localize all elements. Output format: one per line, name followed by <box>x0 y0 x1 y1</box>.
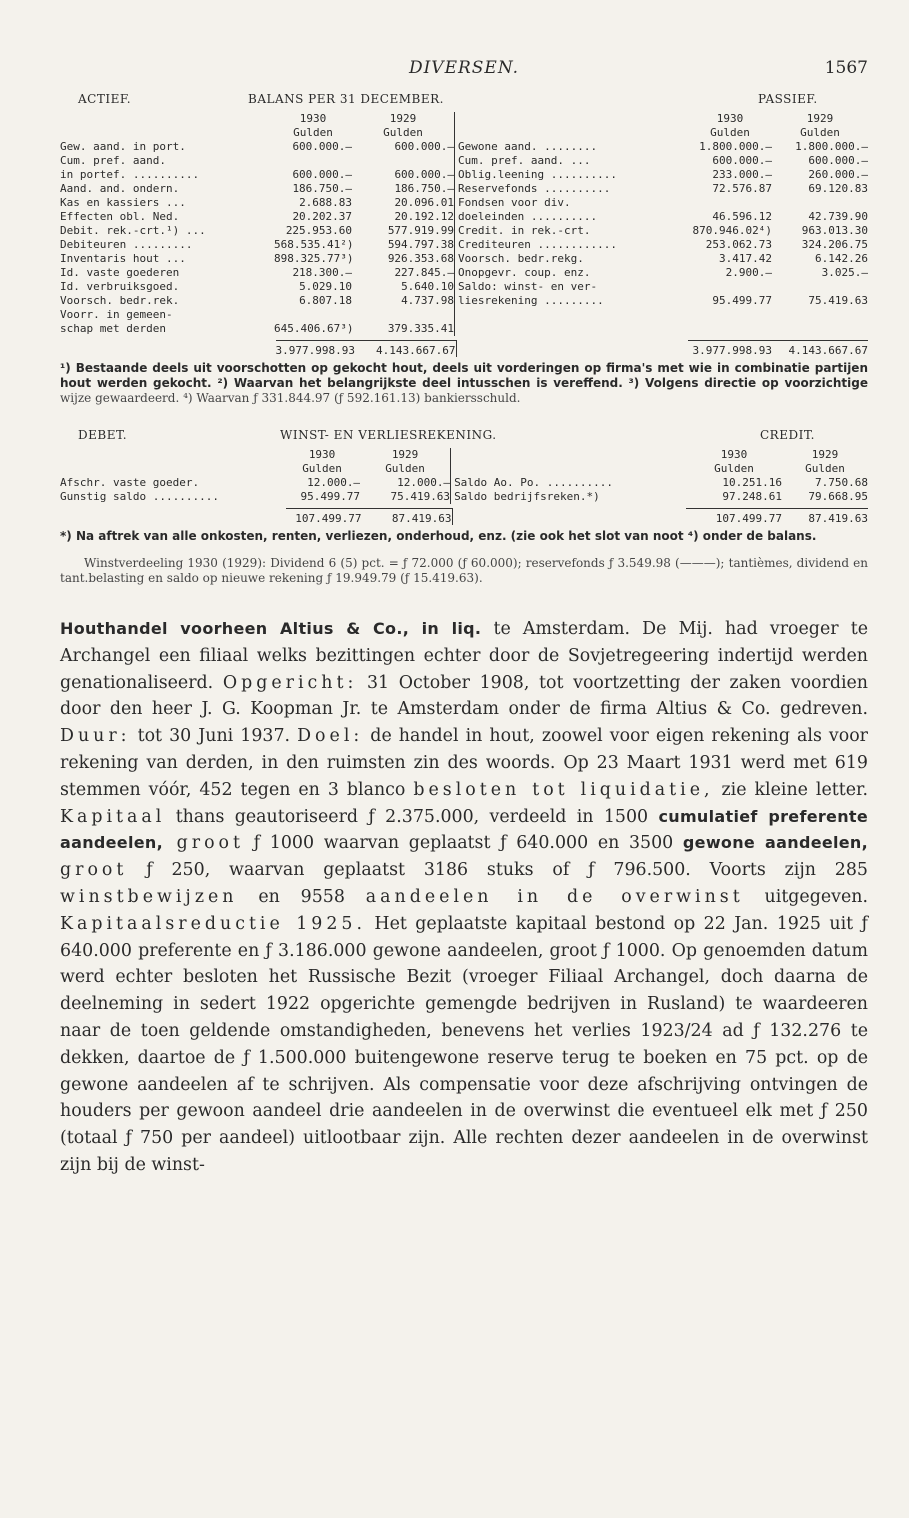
row-value: 10.251.16 <box>722 476 782 489</box>
row-value: 20.202.37 <box>292 210 353 223</box>
page-title: DIVERSEN. <box>408 58 520 78</box>
table-row <box>458 196 868 210</box>
row-value: 600.000.— <box>292 140 353 153</box>
row-label: Saldo Ao. Po. .......... <box>454 476 614 489</box>
row-value: 7.750.68 <box>815 476 868 489</box>
table-row <box>60 168 454 182</box>
row-value: 6.142.26 <box>815 252 868 265</box>
row-value: 600.000.— <box>292 168 353 181</box>
unit-header: Gulden <box>714 462 754 475</box>
row-value <box>772 280 868 294</box>
row-label: Onopgevr. coup. enz. <box>458 266 591 279</box>
row-value: 69.120.83 <box>808 182 868 195</box>
table-row <box>458 154 868 168</box>
article-text: ƒ 1000 waarvan geplaatst ƒ 640.000 en 3500 <box>244 833 683 854</box>
unit-header: Gulden <box>710 126 750 139</box>
row-label: Inventaris hout ... <box>60 252 186 265</box>
label-opgericht: Opgericht: <box>222 672 358 693</box>
article-text: ƒ 250, waarvan geplaatst 3186 stuks of ƒ 796.500. Voorts zijn 285 <box>127 860 868 881</box>
year-header: 1929 <box>391 448 419 461</box>
row-value: 2.900.— <box>725 266 772 279</box>
row-value: 75.419.63 <box>808 294 868 307</box>
credit-rows <box>454 476 868 504</box>
row-value: 260.000.— <box>808 168 868 181</box>
row-value <box>688 196 772 210</box>
row-label: Debit. rek.-crt.¹) ... <box>60 224 206 237</box>
actief-rows <box>60 140 454 336</box>
row-value: 186.750.— <box>394 182 455 195</box>
row-value: 12.000.— <box>397 476 451 489</box>
label-aandeelen-overwinst: aandeelen in de overwinst <box>365 886 744 907</box>
row-value: 600.000.— <box>712 154 772 167</box>
table-row <box>60 476 450 490</box>
table-row <box>60 280 454 294</box>
article-text: tot 30 Juni 1937. <box>130 726 298 747</box>
row-label: Reservefonds .......... <box>458 182 611 195</box>
label-kapitaalsreductie: Kapitaalsreductie 1925. <box>60 913 366 934</box>
row-label: Crediteuren ............ <box>458 238 617 251</box>
total-debet-1929: 87.419.63 <box>362 508 452 525</box>
row-value: 870.946.02⁴) <box>692 224 772 237</box>
article-text: 31 October 1908, tot voortzetting der zaken voordien door den heer J. G. Koopman Jr. te Amsterdam onder de firma Altius & Co. gedreven. <box>60 672 869 720</box>
row-label: Id. vaste goederen <box>60 266 180 279</box>
balance-heading <box>60 92 868 112</box>
row-label: doeleinden .......... <box>458 210 598 223</box>
row-value: 253.062.73 <box>705 238 772 251</box>
table-row <box>60 490 450 504</box>
table-row <box>60 224 454 238</box>
table-row <box>458 252 868 266</box>
row-value: 600.000.— <box>808 154 868 167</box>
profit-loss-totals <box>60 508 868 525</box>
year-header: 1930 <box>308 448 336 461</box>
row-value: 72.576.87 <box>712 182 772 195</box>
total-debet-1930: 107.499.77 <box>286 508 362 525</box>
table-row <box>60 140 454 154</box>
row-label: Afschr. vaste goeder. <box>60 476 200 489</box>
profit-loss-table <box>60 448 868 504</box>
page <box>60 58 868 1196</box>
row-value <box>688 280 772 294</box>
row-value: 6.807.18 <box>299 294 353 307</box>
row-value: 225.953.60 <box>285 224 353 237</box>
table-row <box>60 238 454 252</box>
row-label: Kas en kassiers ... <box>60 196 186 209</box>
label-duur: Duur: <box>60 726 131 747</box>
row-value: 79.668.95 <box>808 490 868 503</box>
unit-header: Gulden <box>800 126 840 139</box>
company-article <box>60 616 868 1179</box>
footnote-plain: wijze gewaardeerd. ⁴) Waarvan ƒ 331.844.97 (ƒ 592.161.13) bankiersschuld. <box>60 391 521 405</box>
profit-loss-footnote: *) Na aftrek van alle onkosten, renten, verliezen, onderhoud, enz. (zie ook het slot van noot ⁴) onder de balans. <box>60 529 817 543</box>
row-label: Saldo bedrijfsreken.*) <box>454 490 600 503</box>
row-label: Oblig.leening .......... <box>458 168 617 181</box>
gewone-aandeelen: gewone aandeelen, <box>682 833 868 853</box>
label-winstbewijzen: winstbewijzen <box>60 886 238 907</box>
balance-title: BALANS PER 31 DECEMBER. <box>248 92 444 106</box>
row-value: 645.406.67³) <box>274 322 354 335</box>
article-text: thans geautoriseerd ƒ 2.375.000, verdeeld in 1500 <box>165 806 659 827</box>
label-besloten: besloten tot liquidatie, <box>413 779 714 800</box>
table-row <box>458 238 868 252</box>
row-value: 3.417.42 <box>719 252 772 265</box>
footnote-bold: ¹) Bestaande deels uit voorschotten op gekocht hout, deels uit vorderingen op firma's met wie in combinatie partijen hout werden gekocht. ²) Waarvan het belangrijkste deel intusschen is vereffend. ³) Volgens directie op voorzichtige <box>60 361 868 390</box>
table-row <box>458 210 868 224</box>
balance-actief-column <box>60 112 455 336</box>
row-value: 3.025.— <box>821 266 868 279</box>
company-name: Houthandel voorheen Altius & Co., in liq. <box>60 619 482 638</box>
row-value: 594.797.38 <box>387 238 455 251</box>
table-row <box>60 294 454 308</box>
row-value: 600.000.— <box>394 140 455 153</box>
table-row <box>458 224 868 238</box>
row-label: Voorr. in gemeen- <box>60 308 173 321</box>
row-value: 42.739.90 <box>808 210 868 223</box>
row-value: 379.335.41 <box>387 322 455 335</box>
article-text: en 9558 <box>237 886 366 907</box>
row-value: 46.596.12 <box>712 210 772 223</box>
row-label: Gewone aand. ........ <box>458 140 598 153</box>
running-head <box>60 58 868 92</box>
row-value: 12.000.— <box>307 476 361 489</box>
row-label: Gew. aand. in port. <box>60 140 186 153</box>
passief-label: PASSIEF. <box>758 92 818 106</box>
row-value: 95.499.77 <box>712 294 772 307</box>
row-value: 577.919.99 <box>387 224 455 237</box>
row-value <box>352 308 454 322</box>
table-row <box>60 196 454 210</box>
debet-column <box>60 448 451 504</box>
table-row <box>458 266 868 280</box>
row-value: 97.248.61 <box>722 490 782 503</box>
row-value: 5.029.10 <box>299 280 353 293</box>
table-row <box>60 154 454 168</box>
row-label: Cum. pref. aand. <box>60 154 166 167</box>
article-text: Het geplaatste kapitaal bestond op 22 Jan. 1925 uit ƒ 640.000 preferente en ƒ 3.186.000 gewone aandeelen, groot ƒ 1000. Op genoemden datum werd echter besloten het Russische Bezit (vroeger Filiaal Archangel, doch daarna de deelneming in sedert 1922 opgerichte gemengde bedrijven in Rusland) te waardeeren naar de toen geldende omstandigheden, benevens het verlies 1923/24 ad ƒ 132.276 te dekken, daartoe de ƒ 1.500.000 buitengewone reserve terug te boeken en 75 pct. op de gewone aandeelen af te schrijven. Als compensatie voor deze afschrijving ontvingen de houders per gewoon aandeel drie aandeelen in de overwinst die eventueel elk met ƒ 250 (totaal ƒ 750 per aandeel) uitlootbaar zijn. Alle rechten dezer aandeelen in de overwinst zijn bij de winst- <box>60 913 868 1175</box>
row-value: 600.000.— <box>394 168 455 181</box>
table-row <box>454 490 868 504</box>
row-value <box>274 308 352 322</box>
row-label: Id. verbruiksgoed. <box>60 280 180 293</box>
profit-distribution: Winstverdeeling 1930 (1929): Dividend 6 (5) pct. = ƒ 72.000 (ƒ 60.000); reservefonds ƒ 3.549.98 (———); tantièmes, dividend en tant.belasting en saldo op nieuwe rekening ƒ 19.949.79 (ƒ 15.419.63). <box>60 556 868 585</box>
row-label: Aand. and. ondern. <box>60 182 180 195</box>
balance-footnotes <box>60 361 868 406</box>
row-value: 4.737.98 <box>401 294 455 307</box>
row-label: in portef. .......... <box>60 168 200 181</box>
article-text: zie kleine letter. <box>713 779 868 800</box>
row-value: 2.688.83 <box>299 196 353 209</box>
article-text: de handel in hout, zoowel voor eigen rekening als voor rekening van derden, in den ruimsten zin des woords. Op 23 Maart 1931 werd met 619 stemmen vóór, 452 tegen en 3 blanco <box>60 726 868 800</box>
row-value: 218.300.— <box>292 266 353 279</box>
year-header: 1930 <box>720 448 748 461</box>
row-value: 227.845.— <box>394 266 455 279</box>
credit-label: CREDIT. <box>760 428 815 442</box>
row-value: 233.000.— <box>712 168 772 181</box>
total-passief-1929: 4.143.667.67 <box>772 340 868 357</box>
table-row <box>454 476 868 490</box>
row-value <box>274 154 352 168</box>
table-row <box>60 266 454 280</box>
label-kapitaal: Kapitaal <box>60 806 166 827</box>
year-header: 1929 <box>389 112 417 125</box>
table-row <box>60 182 454 196</box>
year-header: 1930 <box>299 112 327 125</box>
row-label: liesrekening ......... <box>458 294 604 307</box>
credit-column <box>451 448 868 504</box>
debet-rows <box>60 476 450 504</box>
row-value <box>772 196 868 210</box>
row-value: 963.013.30 <box>801 224 868 237</box>
row-value: 186.750.— <box>292 182 353 195</box>
article-text: te Amsterdam. De Mij. had vroeger te Archangel een filiaal welks bezittingen echter door de Sovjetregeering indertijd werden genationaliseerd. <box>60 619 868 693</box>
actief-label: ACTIEF. <box>78 92 132 106</box>
row-value: 568.535.41²) <box>274 238 354 251</box>
table-row <box>60 210 454 224</box>
balance-passief-column <box>455 112 868 336</box>
table-row <box>60 308 454 322</box>
row-value: 898.325.77³) <box>274 252 354 265</box>
cumulatief-preferente: cumulatief preferente aandeelen, <box>60 806 868 853</box>
table-row <box>458 140 868 154</box>
row-value: 324.206.75 <box>801 238 868 251</box>
table-row <box>458 182 868 196</box>
row-value: 95.499.77 <box>300 490 361 503</box>
table-row <box>458 294 868 308</box>
row-label: Voorsch. bedr.rek. <box>60 294 180 307</box>
table-row <box>60 322 454 336</box>
total-passief-1930: 3.977.998.93 <box>688 340 772 357</box>
total-credit-1929: 87.419.63 <box>782 508 868 525</box>
profit-loss-section <box>60 428 868 586</box>
table-row <box>60 252 454 266</box>
year-header: 1930 <box>716 112 744 125</box>
profit-loss-title: WINST- EN VERLIESREKENING. <box>280 428 497 442</box>
row-value <box>352 154 454 168</box>
row-value: 20.096.01 <box>394 196 455 209</box>
row-label: Saldo: winst- en ver- <box>458 280 598 293</box>
row-label: schap met derden <box>60 322 166 335</box>
year-header: 1929 <box>811 448 839 461</box>
row-label: Cum. pref. aand. ... <box>458 154 591 167</box>
total-credit-1930: 107.499.77 <box>686 508 782 525</box>
debet-label: DEBET. <box>78 428 128 442</box>
row-value: 926.353.68 <box>387 252 455 265</box>
row-value: 1.800.000.— <box>795 140 868 153</box>
row-value: 5.640.10 <box>401 280 455 293</box>
row-value: 75.419.63 <box>390 490 451 503</box>
row-label: Effecten obl. Ned. <box>60 210 180 223</box>
label-groot: groot <box>162 833 244 854</box>
page-number: 1567 <box>824 58 868 78</box>
balance-table <box>60 112 868 336</box>
profit-loss-heading <box>60 428 868 448</box>
passief-rows <box>458 140 868 308</box>
row-label: Fondsen voor div. <box>458 196 571 209</box>
article-text: uitgegeven. <box>743 886 868 907</box>
unit-header: Gulden <box>383 126 423 139</box>
total-actief-1930: 3.977.998.93 <box>276 340 354 357</box>
total-actief-1929: 4.143.667.67 <box>354 340 456 357</box>
unit-header: Gulden <box>302 462 342 475</box>
unit-header: Gulden <box>805 462 845 475</box>
table-row <box>458 168 868 182</box>
row-label: Gunstig saldo .......... <box>60 490 219 503</box>
row-label: Debiteuren ......... <box>60 238 193 251</box>
table-row <box>458 280 868 294</box>
row-label: Credit. in rek.-crt. <box>458 224 591 237</box>
balance-totals <box>60 340 868 357</box>
row-value: 1.800.000.— <box>699 140 772 153</box>
unit-header: Gulden <box>385 462 425 475</box>
row-label: Voorsch. bedr.rekg. <box>458 252 584 265</box>
label-groot: groot <box>60 860 128 881</box>
label-doel: Doel: <box>297 726 364 747</box>
year-header: 1929 <box>806 112 834 125</box>
row-value: 20.192.12 <box>394 210 455 223</box>
unit-header: Gulden <box>293 126 333 139</box>
